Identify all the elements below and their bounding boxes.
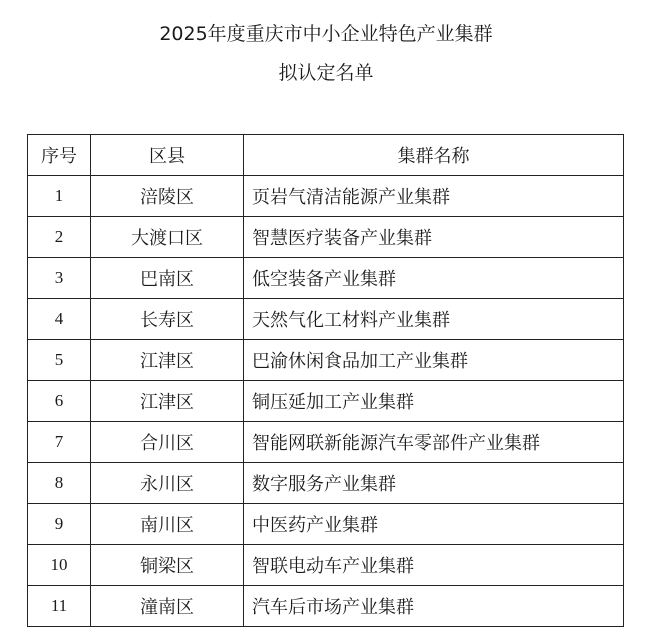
table-row (28, 504, 624, 545)
table-row (28, 586, 624, 627)
table-row (28, 217, 624, 258)
cell-index: 2 (28, 217, 91, 258)
cell-district: 江津区 (91, 381, 244, 422)
cell-index: 9 (28, 504, 91, 545)
cell-cluster-name: 智能网联新能源汽车零部件产业集群 (244, 422, 624, 463)
cell-district: 江津区 (91, 340, 244, 381)
cell-index: 1 (28, 176, 91, 217)
cell-index: 6 (28, 381, 91, 422)
table-header-row (28, 135, 624, 176)
table-row (28, 340, 624, 381)
cell-cluster-name: 汽车后市场产业集群 (244, 586, 624, 627)
cell-district: 南川区 (91, 504, 244, 545)
header-index: 序号 (28, 135, 91, 176)
table-row (28, 176, 624, 217)
table-row (28, 258, 624, 299)
cell-index: 5 (28, 340, 91, 381)
table-row (28, 381, 624, 422)
cell-district: 巴南区 (91, 258, 244, 299)
table-row (28, 299, 624, 340)
document-subtitle: 拟认定名单 (278, 62, 374, 84)
cell-index: 3 (28, 258, 91, 299)
table-row (28, 422, 624, 463)
cell-district: 潼南区 (91, 586, 244, 627)
cell-index: 10 (28, 545, 91, 586)
cell-cluster-name: 智慧医疗装备产业集群 (244, 217, 624, 258)
cell-cluster-name: 低空装备产业集群 (244, 258, 624, 299)
cell-district: 大渡口区 (91, 217, 244, 258)
cell-cluster-name: 中医药产业集群 (244, 504, 624, 545)
cell-index: 8 (28, 463, 91, 504)
cell-cluster-name: 智联电动车产业集群 (244, 545, 624, 586)
cell-index: 7 (28, 422, 91, 463)
cell-cluster-name: 数字服务产业集群 (244, 463, 624, 504)
cell-district: 合川区 (91, 422, 244, 463)
cell-district: 长寿区 (91, 299, 244, 340)
document-title: 2025年度重庆市中小企业特色产业集群 (159, 23, 493, 45)
cell-district: 永川区 (91, 463, 244, 504)
cell-district: 涪陵区 (91, 176, 244, 217)
cell-index: 4 (28, 299, 91, 340)
cell-index: 11 (28, 586, 91, 627)
table-row (28, 463, 624, 504)
header-cluster-name: 集群名称 (244, 135, 624, 176)
cell-cluster-name: 铜压延加工产业集群 (244, 381, 624, 422)
cell-cluster-name: 天然气化工材料产业集群 (244, 299, 624, 340)
header-district: 区县 (91, 135, 244, 176)
cell-district: 铜梁区 (91, 545, 244, 586)
cell-cluster-name: 巴渝休闲食品加工产业集群 (244, 340, 624, 381)
table-row (28, 545, 624, 586)
cell-cluster-name: 页岩气清洁能源产业集群 (244, 176, 624, 217)
cluster-list-table (27, 134, 624, 627)
